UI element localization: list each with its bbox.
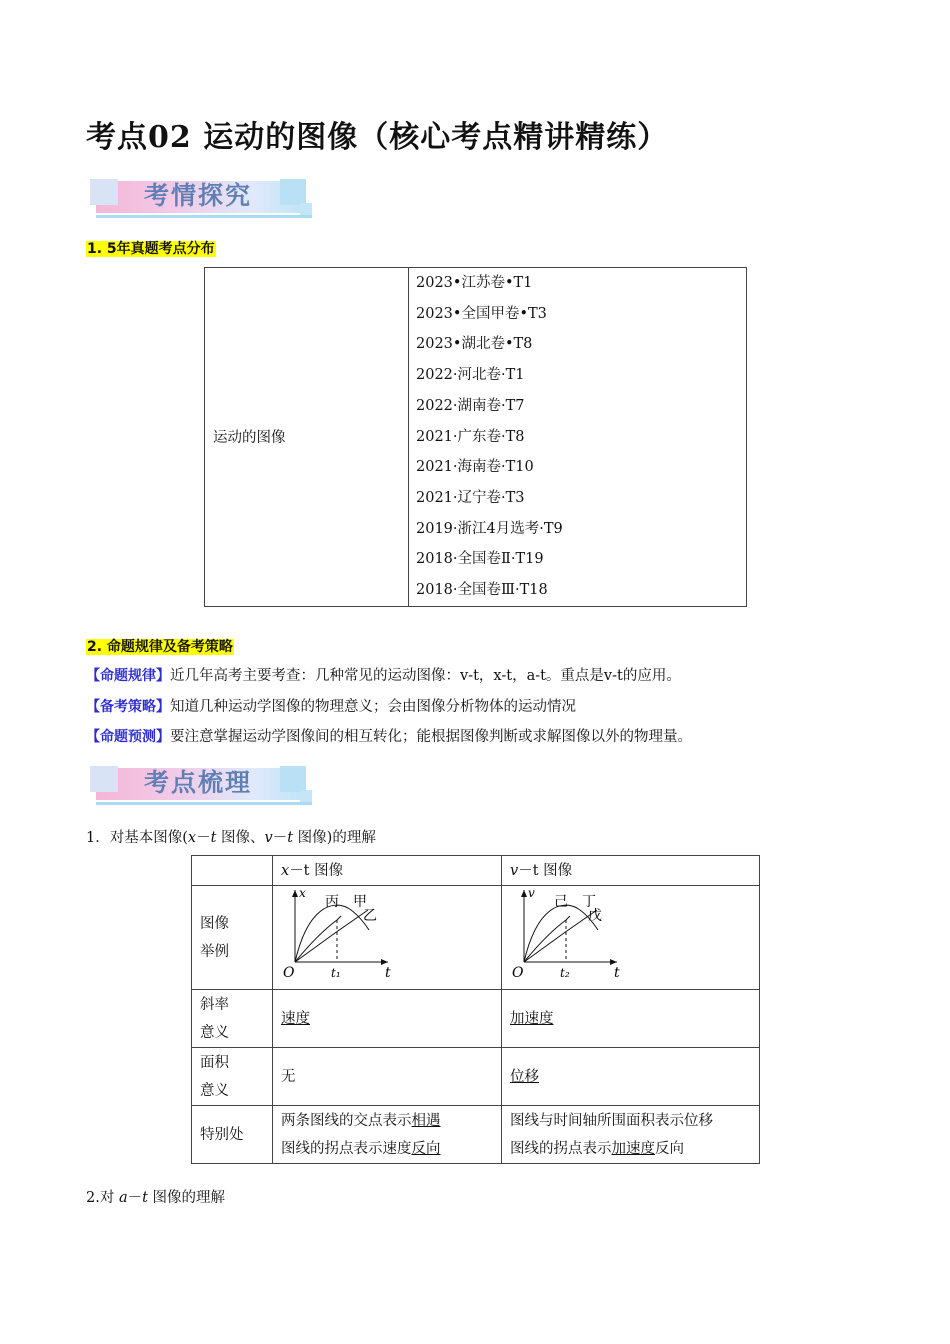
var-t: t bbox=[287, 830, 294, 846]
row-label-area: 面积 意义 bbox=[192, 1048, 273, 1106]
x-axis-label: t bbox=[385, 965, 391, 979]
y-axis-arrow bbox=[521, 890, 527, 897]
curve-label: 甲 bbox=[353, 894, 367, 910]
header-vt: v－t 图像 bbox=[502, 856, 760, 886]
tick-label: t₂ bbox=[560, 966, 570, 979]
year-item: 2022·河北卷·T1 bbox=[416, 367, 525, 384]
year-item: 2023•全国甲卷•T3 bbox=[416, 305, 547, 322]
slope-vt-cell: 加速度 bbox=[502, 990, 760, 1048]
graph-comparison-table bbox=[191, 855, 760, 1164]
caption-text: 图像、 bbox=[216, 830, 265, 846]
topic-cell: 运动的图像 bbox=[205, 268, 409, 607]
year-item: 2019·浙江4月选考·T9 bbox=[416, 520, 563, 537]
y-axis-label: x bbox=[299, 886, 306, 900]
row-label-slope: 斜率 意义 bbox=[192, 990, 273, 1048]
special-vt-cell: 图线与时间轴所围面积表示位移 图线的拐点表示加速度反向 bbox=[502, 1106, 760, 1164]
year-item: 2023•江苏卷•T1 bbox=[416, 275, 533, 291]
caption-text: 1．对基本图像( bbox=[86, 830, 188, 846]
section-banner-exam-analysis bbox=[90, 179, 312, 223]
xt-graph bbox=[273, 886, 493, 979]
slope-xt-cell: 速度 bbox=[273, 990, 502, 1048]
prediction-tag: 【命题预测】 bbox=[86, 729, 170, 745]
year-item: 2021·广东卷·T8 bbox=[416, 428, 525, 445]
strategy-text: 知道几种运动学图像的物理意义；会由图像分析物体的运动情况 bbox=[170, 699, 576, 715]
origin-label: O bbox=[283, 965, 295, 979]
dash: － bbox=[272, 830, 288, 846]
vt-graph bbox=[502, 886, 722, 979]
rule-text: 近几年高考主要考查：几种常见的运动图像：v-t，x-t，a-t。重点是v-t的应用。 bbox=[170, 668, 681, 684]
caption-text: 图像的理解 bbox=[147, 1190, 226, 1206]
header-xt: x－t 图像 bbox=[273, 856, 502, 886]
xt-graph-cell bbox=[273, 886, 502, 990]
line-wu bbox=[524, 910, 597, 962]
corner-cell bbox=[192, 856, 273, 886]
y-axis-arrow bbox=[292, 890, 298, 897]
row-label-special: 特别处 bbox=[192, 1106, 273, 1164]
row-label-example: 图像 举例 bbox=[192, 886, 273, 990]
caption-text: 图像)的理解 bbox=[293, 830, 376, 846]
strategy-tag: 【备考策略】 bbox=[86, 699, 170, 715]
curve-label: 戊 bbox=[588, 908, 602, 924]
prediction-text: 要注意掌握运动学图像间的相互转化；能根据图像判断或求解图像以外的物理量。 bbox=[170, 729, 692, 745]
section1-heading: 1. 5年真题考点分布 bbox=[87, 241, 215, 257]
var-t: t bbox=[210, 830, 217, 846]
prediction-paragraph bbox=[86, 727, 692, 747]
banner-label: 考点梳理 bbox=[144, 768, 253, 797]
var-t: t bbox=[142, 1190, 148, 1206]
vt-graph-cell bbox=[502, 886, 760, 990]
rule-tag: 【命题规律】 bbox=[86, 668, 170, 684]
area-xt-cell: 无 bbox=[273, 1048, 502, 1106]
var-a: a bbox=[118, 1190, 128, 1206]
dash: － bbox=[127, 1190, 143, 1206]
item2-caption bbox=[86, 1186, 225, 1207]
exam-distribution-table bbox=[204, 267, 747, 607]
special-xt-cell: 两条图线的交点表示相遇 图线的拐点表示速度反向 bbox=[273, 1106, 502, 1164]
line-yi bbox=[295, 910, 368, 962]
section-banner-key-points bbox=[90, 766, 312, 810]
curve-label: 丁 bbox=[582, 894, 596, 910]
x-axis-label: t bbox=[614, 965, 620, 979]
var-v: v bbox=[264, 830, 273, 846]
curve-label: 己 bbox=[554, 894, 568, 910]
origin-label: O bbox=[512, 965, 524, 979]
page-title: 考点02 运动的图像（核心考点精讲精练） bbox=[86, 120, 669, 155]
var-x: x bbox=[187, 830, 197, 846]
y-axis-label: v bbox=[528, 886, 535, 900]
curve-label: 乙 bbox=[363, 908, 377, 924]
area-vt-cell: 位移 bbox=[502, 1048, 760, 1106]
caption-text: 2.对 bbox=[86, 1190, 119, 1206]
strategy-paragraph bbox=[86, 697, 576, 717]
year-item: 2021·辽宁卷·T3 bbox=[416, 489, 525, 506]
section2-heading: 2. 命题规律及备考策略 bbox=[87, 639, 233, 655]
year-item: 2023•湖北卷•T8 bbox=[416, 336, 533, 353]
dash: － bbox=[196, 830, 211, 846]
rule-paragraph bbox=[86, 666, 681, 686]
year-item: 2022·湖南卷·T7 bbox=[416, 397, 525, 414]
year-item: 2018·全国卷Ⅱ·T19 bbox=[416, 551, 544, 568]
year-item: 2018·全国卷Ⅲ·T18 bbox=[416, 582, 548, 599]
year-item: 2021·海南卷·T10 bbox=[416, 459, 534, 476]
banner-label: 考情探究 bbox=[144, 181, 253, 210]
years-cell bbox=[409, 268, 747, 607]
item1-caption bbox=[86, 826, 376, 847]
tick-label: t₁ bbox=[331, 966, 341, 979]
curve-label: 丙 bbox=[325, 894, 339, 910]
